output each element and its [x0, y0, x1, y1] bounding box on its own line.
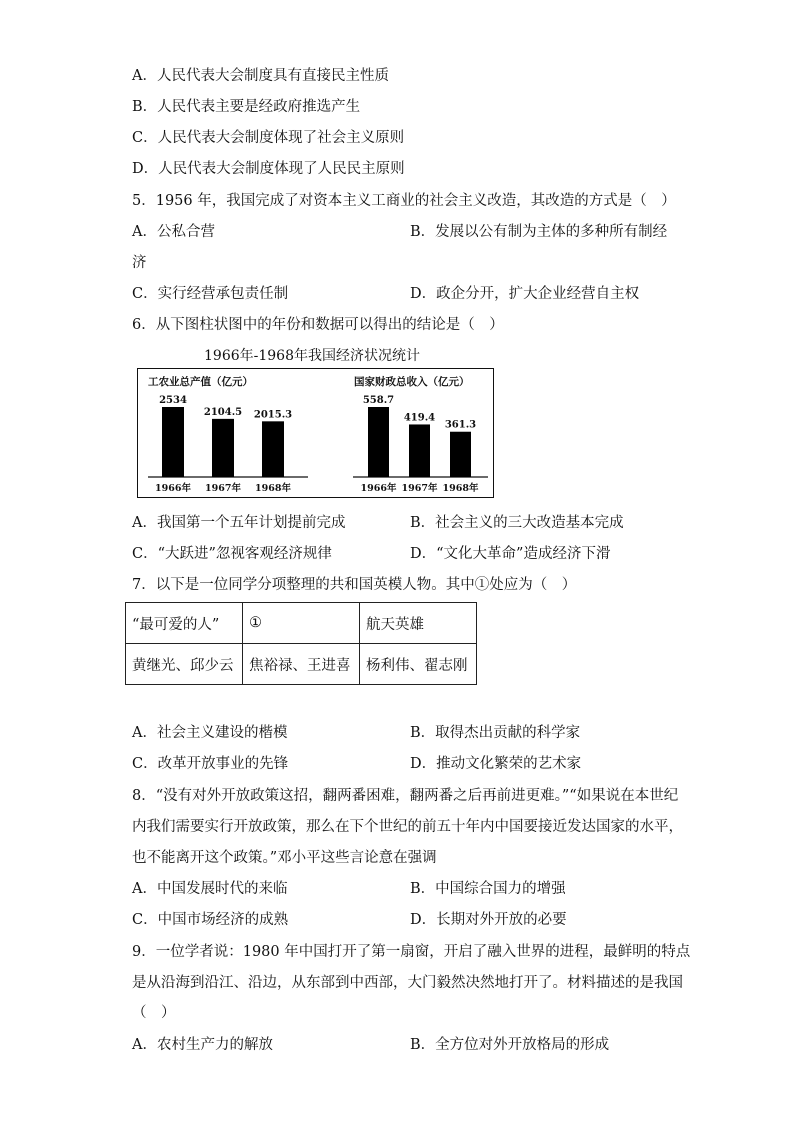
q5-option-a: A．公私合营	[132, 224, 215, 240]
chart-value-label: 361.3	[444, 419, 477, 431]
q8-option-b: B．中国综合国力的增强	[410, 881, 566, 897]
table-cell: “最可爱的人”	[126, 603, 243, 644]
table-cell: ①	[243, 603, 360, 644]
chart-value-label: 2534	[159, 395, 187, 406]
q6-option-b: B．社会主义的三大改造基本完成	[410, 515, 624, 531]
chart-bar	[450, 432, 471, 477]
chart-category-label: 1968年	[255, 483, 291, 494]
chart-title: 1966年-1968年我国经济状况统计	[204, 348, 420, 364]
chart-value-label: 2015.3	[253, 409, 293, 421]
chart-category-label: 1966年	[360, 483, 397, 494]
q6-option-c: C．“大跃进”忽视客观经济规律	[132, 546, 332, 562]
chart-value-label: 419.4	[403, 412, 436, 424]
table-cell: 杨利伟、翟志刚	[360, 644, 477, 685]
q5-option-d: D．政企分开，扩大企业经营自主权	[410, 286, 640, 302]
chart-bar	[262, 421, 284, 477]
economic-chart	[137, 368, 494, 498]
q6-option-d: D．“文化大革命”造成经济下滑	[410, 546, 611, 562]
q7-stem: 7．以下是一位同学分项整理的共和国英模人物。其中①处应为（ ）	[132, 577, 577, 593]
q4-option-b: B．人民代表主要是经政府推选产生	[132, 99, 361, 115]
chart-value-label: 2104.5	[203, 406, 243, 418]
chart-category-label: 1966年	[155, 483, 191, 494]
q9-option-b: B．全方位对外开放格局的形成	[410, 1037, 610, 1053]
q8-option-a: A．中国发展时代的来临	[132, 881, 288, 897]
chart-value-label: 558.7	[362, 395, 395, 406]
chart-bar	[409, 424, 430, 477]
q9-stem-line3: （ ）	[132, 1005, 176, 1021]
q8-option-c: C．中国市场经济的成熟	[132, 912, 289, 928]
table-cell: 黄继光、邱少云	[126, 644, 243, 685]
q6-stem: 6．从下图柱状图中的年份和数据可以得出的结论是（ ）	[132, 317, 504, 333]
q7-option-b: B．取得杰出贡献的科学家	[410, 725, 581, 741]
chart-svg	[138, 369, 495, 499]
q8-stem-line2: 内我们需要实行开放政策，那么在下个世纪的前五十年内中国要接近发达国家的水平，	[132, 819, 683, 835]
chart-category-label: 1967年	[401, 483, 438, 494]
chart-subtitle: 国家财政总收入（亿元）	[354, 376, 470, 388]
q7-option-c: C．改革开放事业的先锋	[132, 756, 289, 772]
q5-stem: 5．1956 年，我国完成了对资本主义工商业的社会主义改造，其改造的方式是（ ）	[132, 193, 676, 209]
q8-stem-line3: 也不能离开这个政策。”邓小平这些言论意在强调	[132, 850, 437, 866]
chart-bar	[368, 407, 389, 477]
q7-option-d: D．推动文化繁荣的艺术家	[410, 756, 582, 772]
q5-option-c: C．实行经营承包责任制	[132, 286, 289, 302]
heroes-table	[125, 602, 477, 685]
table-row	[126, 603, 477, 644]
table-row	[126, 644, 477, 685]
table-cell: 焦裕禄、王进喜	[243, 644, 360, 685]
q5-option-b: B．发展以公有制为主体的多种所有制经	[410, 224, 668, 240]
q9-stem-line2: 是从沿海到沿江、沿边，从东部到中西部，大门毅然决然地打开了。材料描述的是我国	[132, 975, 683, 991]
table-cell: 航天英雄	[360, 603, 477, 644]
chart-category-label: 1968年	[442, 483, 479, 494]
q8-option-d: D．长期对外开放的必要	[410, 912, 567, 928]
q7-option-a: A．社会主义建设的楷模	[132, 725, 288, 741]
q4-option-c: C．人民代表大会制度体现了社会主义原则	[132, 130, 405, 146]
chart-category-label: 1967年	[205, 483, 241, 494]
chart-bar	[162, 407, 184, 477]
chart-subtitle: 工农业总产值（亿元）	[148, 376, 253, 388]
chart-bar	[212, 419, 234, 477]
q4-option-a: A．人民代表大会制度具有直接民主性质	[132, 68, 389, 84]
q9-option-a: A．农村生产力的解放	[132, 1037, 273, 1053]
q4-option-d: D．人民代表大会制度体现了人民民主原则	[132, 161, 405, 177]
q9-stem-line1: 9．一位学者说：1980 年中国打开了第一扇窗，开启了融入世界的进程，最鲜明的特点	[132, 944, 691, 960]
q8-stem-line1: 8．“没有对外开放政策这招，翻两番困难，翻两番之后再前进更难。”“如果说在本世纪	[132, 788, 679, 804]
q5-option-b-continued: 济	[132, 255, 147, 271]
q6-option-a: A．我国第一个五年计划提前完成	[132, 515, 346, 531]
